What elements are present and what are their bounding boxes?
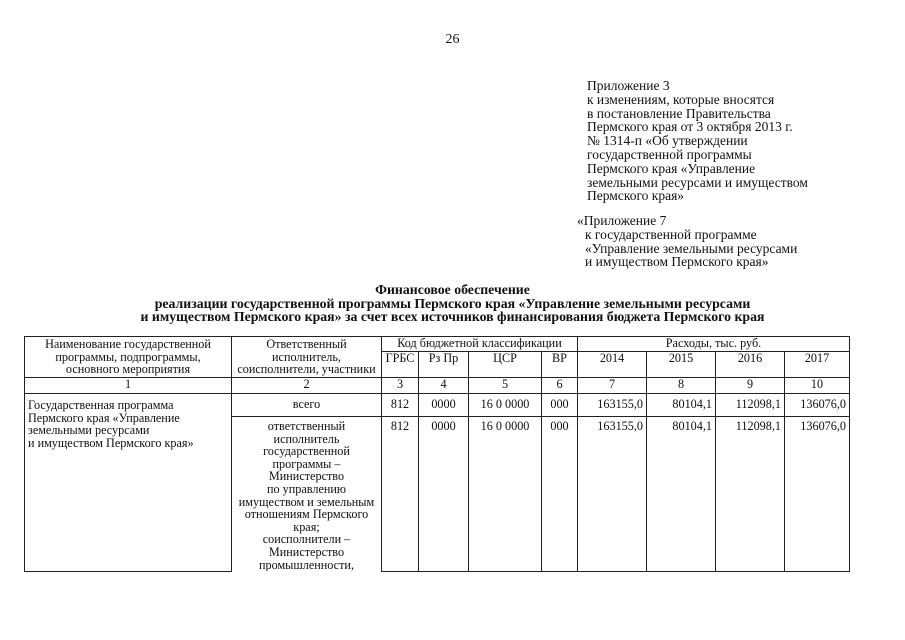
appendix-7-line: и имуществом Пермского края» xyxy=(585,254,769,270)
appendix-3-line: в постановление Правительства xyxy=(587,105,771,121)
document-title xyxy=(0,283,905,324)
column-number: 1 xyxy=(25,378,232,394)
table-header-row xyxy=(25,337,850,352)
value-cell: 163155,0 xyxy=(578,417,647,572)
header-expenses: Расходы, тыс. руб. xyxy=(578,337,850,352)
vr-cell: 000 xyxy=(542,417,578,572)
column-number: 7 xyxy=(578,378,647,394)
header-executor-cell: Ответственный исполнитель, соисполнители, участники xyxy=(232,337,382,378)
value-cell: 112098,1 xyxy=(716,394,785,417)
program-name-cell: Государственная программа Пермского края «Управление земельными ресурсами и имуществом Пермского края» xyxy=(25,394,232,572)
title-line: реализации государственной программы Пермского края «Управление земельными ресурсами xyxy=(154,295,751,311)
column-number: 6 xyxy=(542,378,578,394)
value-cell: 80104,1 xyxy=(647,417,716,572)
header-year: 2016 xyxy=(716,352,785,378)
appendix-3-line: земельными ресурсами и имуществом xyxy=(587,174,808,190)
csr-cell: 16 0 0000 xyxy=(469,417,542,572)
appendix-3-line: Пермского края «Управление xyxy=(587,160,756,176)
financing-table xyxy=(24,336,850,572)
executor-cell: всего xyxy=(232,394,382,417)
header-year: 2014 xyxy=(578,352,647,378)
page-number: 26 xyxy=(445,32,460,47)
appendix-3-line: Пермского края от 3 октября 2013 г. xyxy=(587,119,793,135)
column-number-row xyxy=(25,378,850,394)
rzpr-cell: 0000 xyxy=(419,394,469,417)
rzpr-cell: 0000 xyxy=(419,417,469,572)
value-cell: 163155,0 xyxy=(578,394,647,417)
grbs-cell: 812 xyxy=(382,394,419,417)
appendix-3-line: к изменениям, которые вносятся xyxy=(587,91,775,107)
header-budget-code: Код бюджетной классификации xyxy=(382,337,578,352)
column-number: 5 xyxy=(469,378,542,394)
appendix-7-block xyxy=(577,214,797,269)
grbs-cell: 812 xyxy=(382,417,419,572)
header-grbs: ГРБС xyxy=(382,352,419,378)
appendix-3-line: Пермского края» xyxy=(587,188,685,204)
column-number: 10 xyxy=(785,378,850,394)
appendix-7-line: «Управление земельными ресурсами xyxy=(585,240,798,256)
title-line: Финансовое обеспечение xyxy=(375,282,530,297)
column-number: 2 xyxy=(232,378,382,394)
vr-cell: 000 xyxy=(542,394,578,417)
header-name-cell: Наименование государственной программы, подпрограммы, основного мероприятия xyxy=(25,337,232,378)
header-rzpr: Рз Пр xyxy=(419,352,469,378)
column-number: 8 xyxy=(647,378,716,394)
column-number: 3 xyxy=(382,378,419,394)
title-line: и имуществом Пермского края» за счет всех источников финансирования бюджета Пермского края xyxy=(140,309,765,325)
header-vr: ВР xyxy=(542,352,578,378)
value-cell: 112098,1 xyxy=(716,417,785,572)
header-year: 2017 xyxy=(785,352,850,378)
header-year: 2015 xyxy=(647,352,716,378)
appendix-7-line: «Приложение 7 xyxy=(577,213,667,228)
column-number: 4 xyxy=(419,378,469,394)
appendix-3-line: государственной программы xyxy=(587,146,752,162)
column-number: 9 xyxy=(716,378,785,394)
appendix-3-block xyxy=(587,79,808,203)
value-cell: 136076,0 xyxy=(785,394,850,417)
header-csr: ЦСР xyxy=(469,352,542,378)
appendix-7-line: к государственной программе xyxy=(585,226,757,242)
appendix-3-line: № 1314-п «Об утверждении xyxy=(587,133,748,149)
value-cell: 136076,0 xyxy=(785,417,850,572)
csr-cell: 16 0 0000 xyxy=(469,394,542,417)
appendix-3-line: Приложение 3 xyxy=(587,78,670,93)
value-cell: 80104,1 xyxy=(647,394,716,417)
table-row xyxy=(25,394,850,417)
executor-cell: ответственный исполнитель государственной программы – Министерство по управлению имуществом и земельным отношениям Пермского края; соисполнители – Министерство промышленности, xyxy=(232,417,382,572)
